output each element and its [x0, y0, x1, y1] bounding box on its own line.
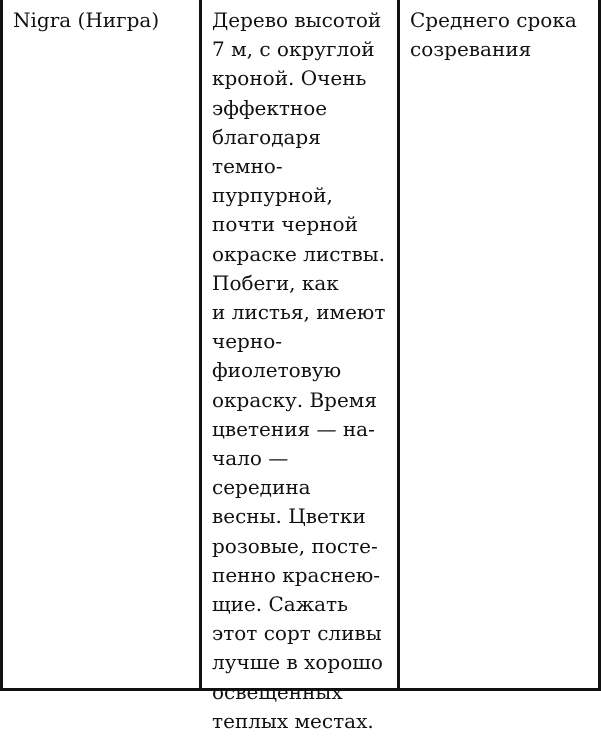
column-divider-2: [397, 0, 400, 691]
table-border-left: [0, 0, 3, 691]
cell-variety-name: Nigra (Нигра): [13, 8, 160, 32]
cell-ripening-period: Среднего срока созревания: [410, 8, 577, 62]
cell-variety-description: Дерево высотой 7 м, с округлой кроной. Очень эффектное благодаря темно- пурпурной, почти черной окраске листвы. Побеги, как и листья, имеют черно- фиолетовую окраску. Время цветения — на- чало — середина весны. Цветки розовые, посте- пенно краснею- щие. Сажать этот сорт сливы лучше в хорошо освещенных теплых местах.: [212, 8, 386, 733]
